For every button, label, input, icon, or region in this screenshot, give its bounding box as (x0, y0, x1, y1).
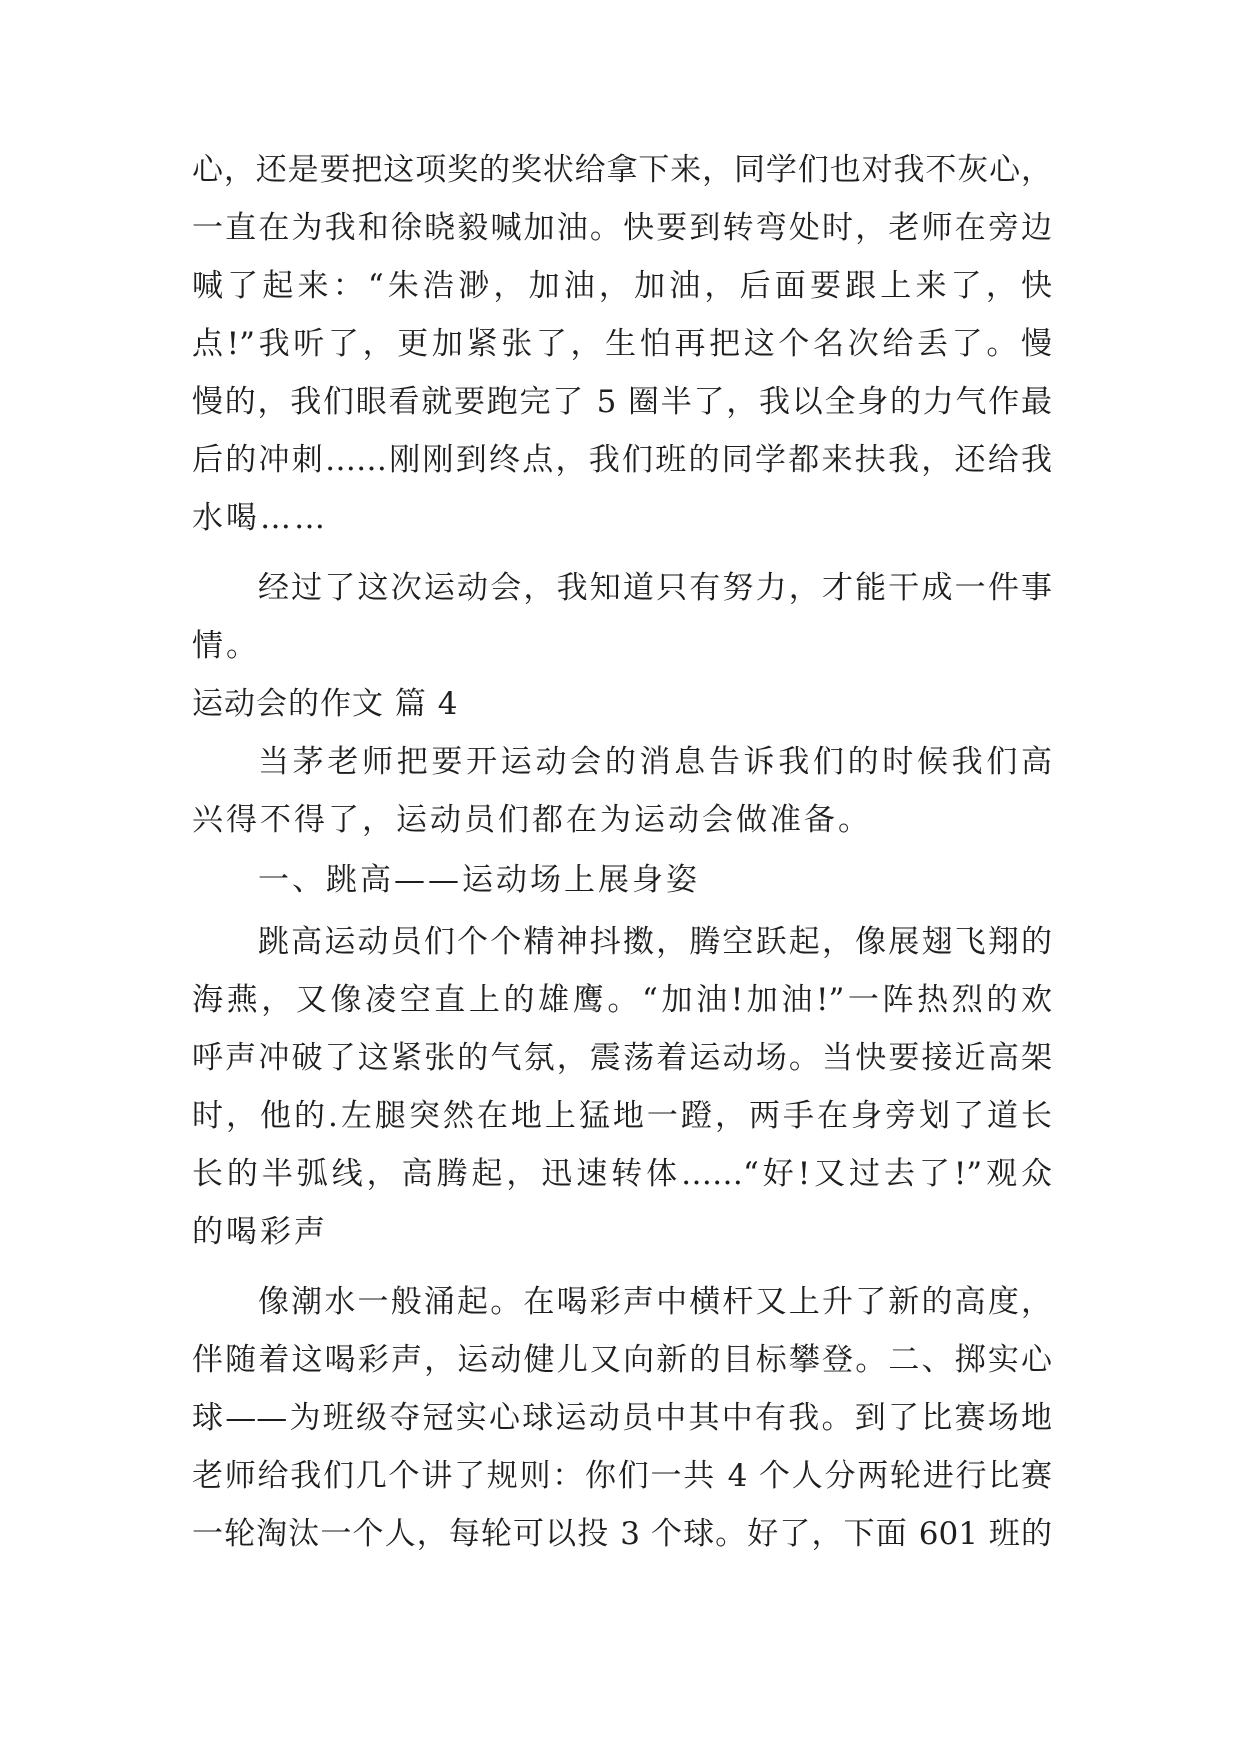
text-line: 长的半弧线，高腾起，迅速转体……“好!又过去了!”观众 (192, 1156, 1052, 1192)
text-line: 海燕，又像凌空直上的雄鹰。“加油!加油!”一阵热烈的欢 (192, 982, 1052, 1018)
text-line: 慢的，我们眼看就要跑完了 5 圈半了，我以全身的力气作最 (192, 384, 1052, 420)
text-line: 经过了这次运动会，我知道只有努力，才能干成一件事 (258, 570, 1052, 606)
text-line: 球——为班级夺冠实心球运动员中其中有我。到了比赛场地 (192, 1400, 1052, 1436)
text-line: 点!”我听了，更加紧张了，生怕再把这个名次给丢了。慢 (192, 326, 1052, 362)
text-line: 一轮淘汰一个人，每轮可以投 3 个球。好了，下面 601 班的 (192, 1516, 1052, 1552)
text-line: 情。 (192, 628, 260, 664)
text-line: 当茅老师把要开运动会的消息告诉我们的时候我们高 (258, 744, 1052, 780)
text-line: 时，他的.左腿突然在地上猛地一蹬，两手在身旁划了道长 (192, 1098, 1052, 1134)
text-line: 一直在为我和徐晓毅喊加油。快要到转弯处时，老师在旁边 (192, 210, 1052, 246)
text-line: 后的冲刺……刚刚到终点，我们班的同学都来扶我，还给我 (192, 442, 1052, 478)
text-line: 跳高运动员们个个精神抖擞，腾空跃起，像展翅飞翔的 (258, 924, 1052, 960)
subheading: 一、跳高——运动场上展身姿 (258, 862, 700, 898)
text-line: 像潮水一般涌起。在喝彩声中横杆又上升了新的高度， (258, 1284, 1052, 1320)
text-line: 老师给我们几个讲了规则：你们一共 4 个人分两轮进行比赛 (192, 1458, 1052, 1494)
text-line: 水喝…… (192, 500, 328, 536)
text-line: 兴得不得了，运动员们都在为运动会做准备。 (192, 802, 872, 838)
section-heading: 运动会的作文 篇 4 (192, 686, 459, 722)
text-line: 心，还是要把这项奖的奖状给拿下来，同学们也对我不灰心， (192, 152, 1052, 188)
text-line: 的喝彩声 (192, 1214, 328, 1250)
text-line: 伴随着这喝彩声，运动健儿又向新的目标攀登。二、掷实心 (192, 1342, 1052, 1378)
text-line: 呼声冲破了这紧张的气氛，震荡着运动场。当快要接近高架 (192, 1040, 1052, 1076)
text-line: 喊了起来：“朱浩渺，加油，加油，后面要跟上来了，快 (192, 268, 1052, 304)
